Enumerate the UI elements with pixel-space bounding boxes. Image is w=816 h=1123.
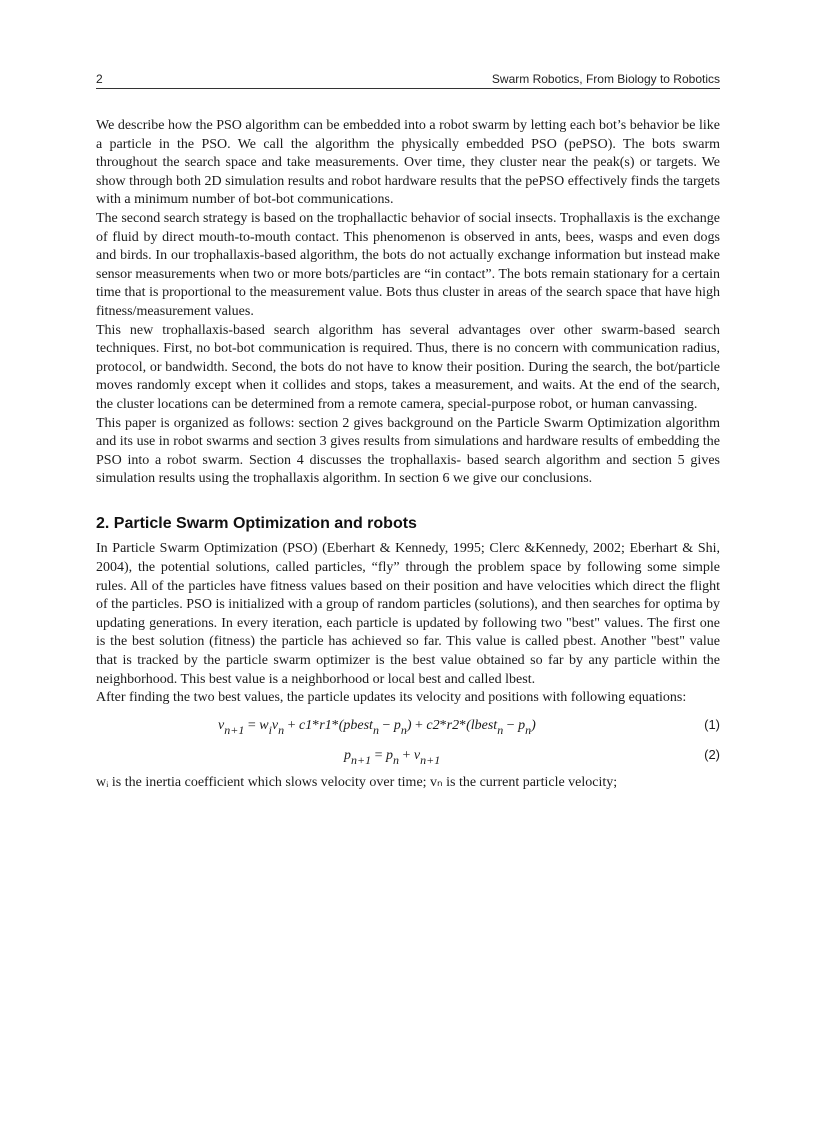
book-title: Swarm Robotics, From Biology to Robotics <box>491 72 720 86</box>
paragraph: The second search strategy is based on the trophallactic behavior of social insects. Trophallaxis is the exchange of fluid by direct mouth-to-mouth contact. This phenomenon is observed in ants, bees, wasps and even dogs and birds. In our trophallaxis-based algorithm, the bots do not actually exchange information but instead make sensor measurements when two or more bots/particles are “in contact”. The bots remain stationary for a certain time that is proportional to the measurement value. Bots thus cluster in areas of the search space that have high fitness/measurement values. <box>96 210 720 319</box>
paragraph: This paper is organized as follows: section 2 gives background on the Particle Swarm Optimization algorithm and its use in robot swarms and section 3 gives results from simulations and hardware results of embedding the PSO into a robot swarm. Section 4 discusses the trophallaxis- based search algorithm and section 5 gives simulation results using the trophallaxis algorithm. In section 6 we give our conclusions. <box>96 415 720 487</box>
paragraph: wᵢ is the inertia coefficient which slows velocity over time; vₙ is the current particle velocity; <box>96 774 618 790</box>
paragraph: This new trophallaxis-based search algorithm has several advantages over other swarm-based search techniques. First, no bot-bot communication is required. Thus, there is no concern with communication radius, protocol, or bandwidth. Second, the bots do not have to know their position. During the search, the bot/particle moves randomly except when it collides and stops, takes a measurement, and waits. At the end of the search, the cluster locations can be determined from a remote camera, special-purpose robot, or human canvassing. <box>96 322 720 412</box>
paragraph: After finding the two best values, the particle updates its velocity and positions with following equations: <box>96 690 687 706</box>
equation-position: $p_{n+1} = p_n + v_{n+1}$ (2) <box>344 746 720 767</box>
paragraph: In Particle Swarm Optimization (PSO) (Eberhart & Kennedy, 1995; Clerc &Kennedy, 2002; Eberhart & Shi, 2004), the potential solutions, called particles, “fly” through the problem space by following some simple rules. All of the particles have fitness values based on their position and have velocities which direct the flight of the particles. PSO is initialized with a group of random particles (solutions), and then searches for optima by updating generations. In every iteration, each particle is updated by following two "best" values. The first one is the best solution (fitness) the particle has achieved so far. This value is called pbest. Another "best" value that is tracked by the particle swarm optimizer is the best value obtained so far by any particle within the neighborhood. This best value is a neighborhood or local best and called lbest. <box>96 541 720 687</box>
header-rule <box>96 88 720 89</box>
equation-number: (2) <box>704 746 720 762</box>
page-number: 2 <box>96 72 103 86</box>
section-heading: 2. Particle Swarm Optimization and robots <box>96 514 417 532</box>
body-text <box>96 117 720 792</box>
equation-velocity: $v_{n+1} = w_iv_n$ + c1*r1*(pbest$_n$ − $p_n$) + c2*r2*(lbest$_n$ − $p_n$) (1) <box>218 716 720 737</box>
paragraph: We describe how the PSO algorithm can be embedded into a robot swarm by letting each bot’s behavior be like a particle in the PSO. We call the algorithm the physically embedded PSO (pePSO). The bots swarm throughout the search space and take measurements. Over time, they cluster near the peak(s) or targets. We show through both 2D simulation results and robot hardware results that the pePSO effectively finds the targets with a minimum number of bot-bot communications. <box>96 118 720 208</box>
equation-number: (1) <box>704 716 720 732</box>
running-header <box>96 70 720 90</box>
